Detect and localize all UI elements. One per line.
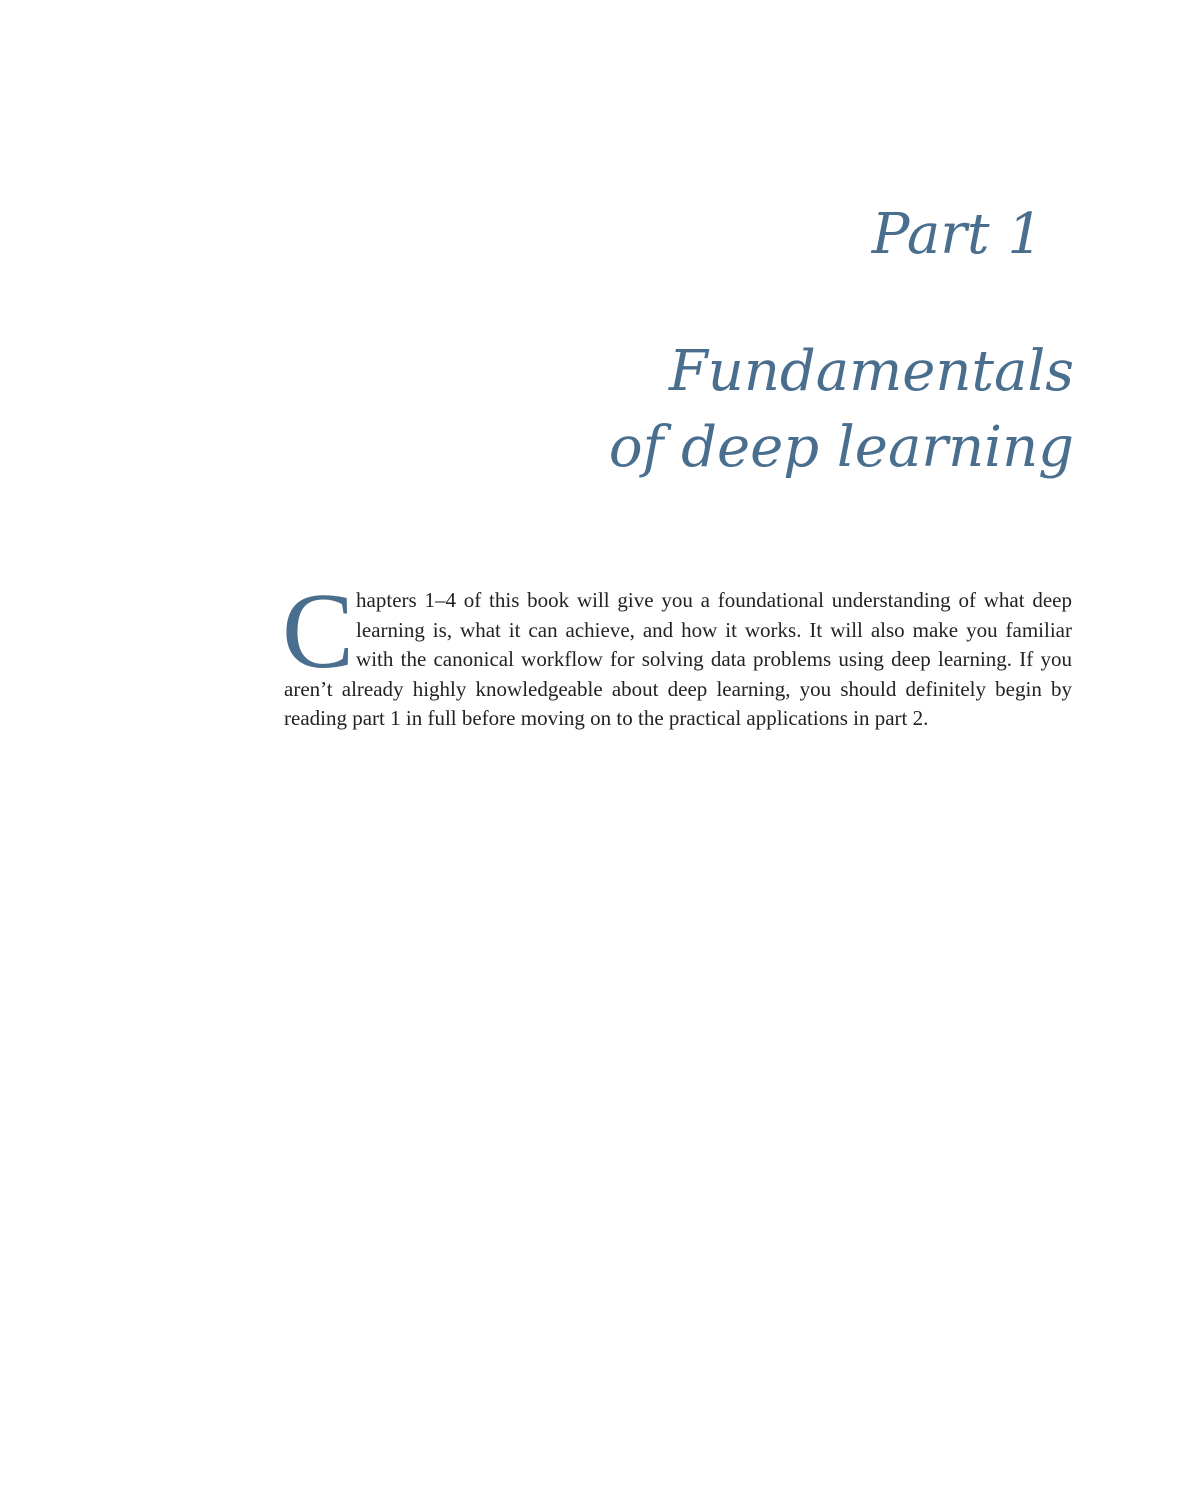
part-label: Part 1: [871, 202, 1043, 267]
part-title-line-1: Fundamentals: [668, 339, 1074, 404]
part-title-line-2: of deep learning: [608, 415, 1074, 480]
part-title: [609, 334, 1074, 486]
drop-cap: C: [282, 572, 355, 691]
intro-text: hapters 1–4 of this book will give you a foundational understanding of what deep learning is, what it can achieve, and how it works. It will also make you familiar with the canonical workflow for solving data problems using deep learning. If you aren’t already highly knowledgeable about deep learning, you should definitely begin by reading part 1 in full before moving on to the practical applications in part 2.: [284, 588, 1072, 730]
intro-paragraph: [282, 572, 1072, 734]
